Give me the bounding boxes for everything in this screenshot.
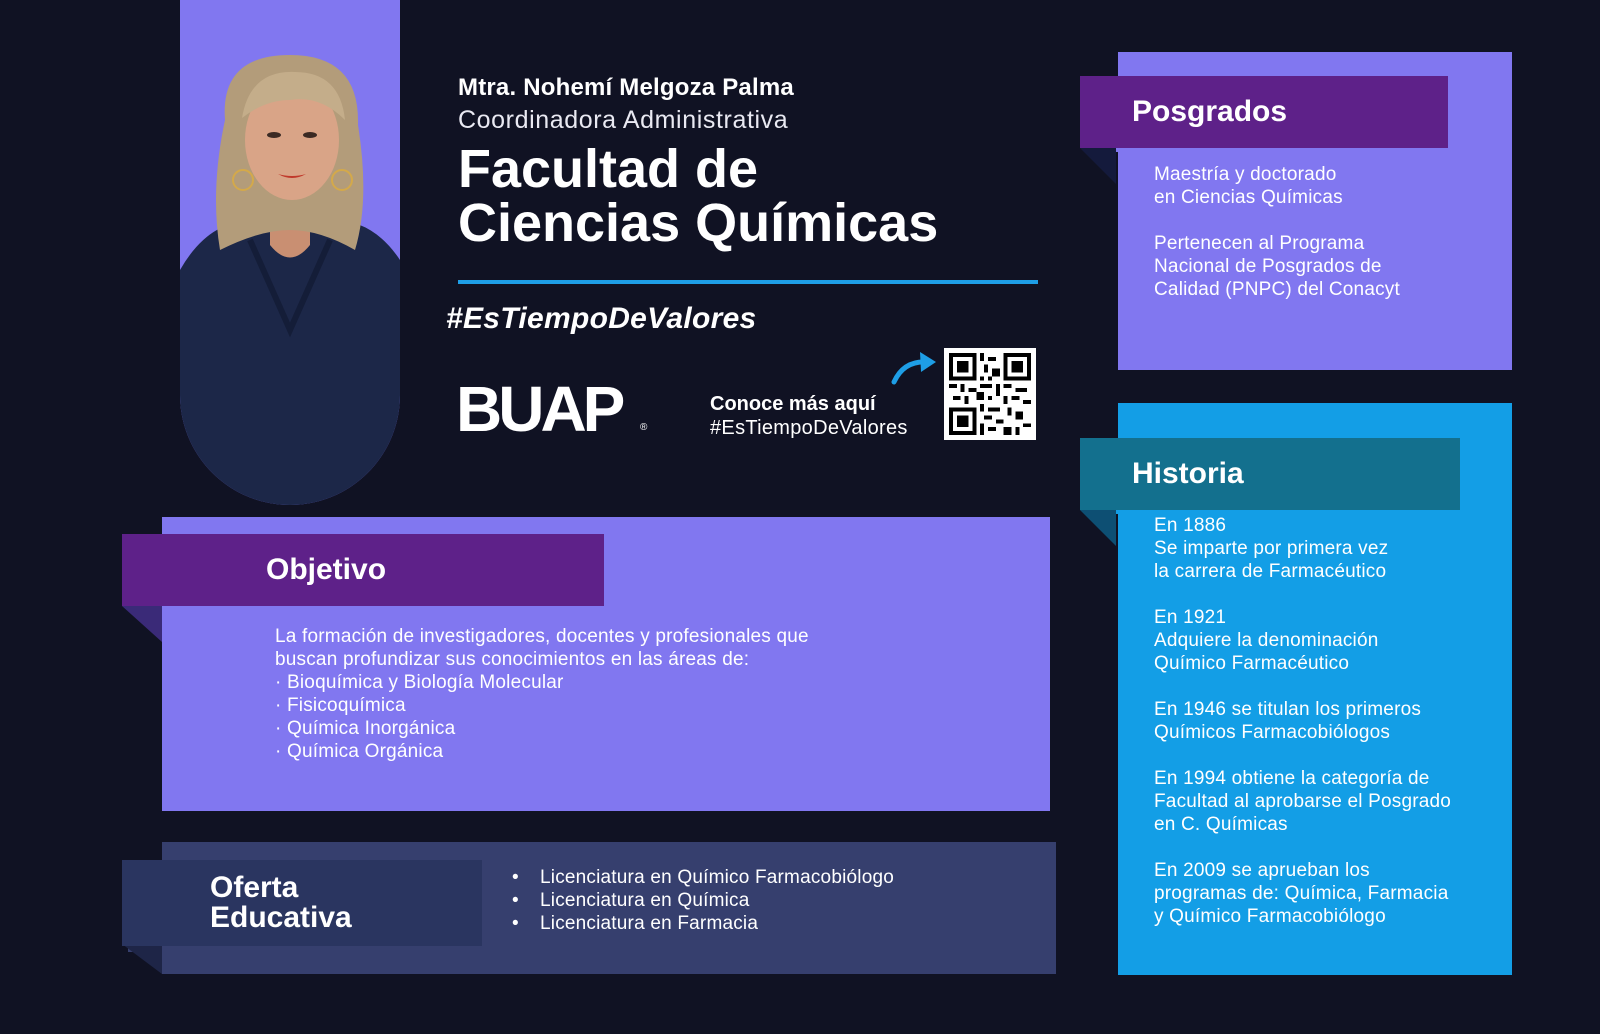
historia-line: En 1946 se titulan los primeros	[1154, 699, 1422, 720]
oferta-title-line1: Oferta	[210, 871, 299, 904]
objetivo-line: La formación de investigadores, docentes y profesionales que	[275, 626, 809, 647]
list-item: • Licenciatura en Químico Farmacobiólogo	[512, 866, 1032, 889]
objetivo-line: · Química Orgánica	[275, 741, 444, 762]
historia-paragraph-4	[1154, 767, 1504, 836]
objetivo-line: buscan profundizar sus conocimientos en las áreas de:	[275, 649, 750, 670]
historia-line: Se imparte por primera vez	[1154, 538, 1389, 559]
oferta-title-line2: Educativa	[210, 901, 352, 934]
faculty-title-line1: Facultad de	[458, 139, 759, 199]
historia-line: En 1886	[1154, 515, 1227, 536]
historia-line: Químicos Farmacobiólogos	[1154, 722, 1391, 743]
historia-paragraph-5	[1154, 859, 1504, 928]
historia-text	[1154, 514, 1504, 928]
oferta-list	[512, 866, 1032, 935]
buap-logo: BUAP	[456, 373, 622, 445]
historia-title: Historia	[1080, 438, 1460, 510]
historia-line: En 1921	[1154, 607, 1227, 628]
historia-paragraph-1	[1154, 514, 1504, 583]
historia-paragraph-3	[1154, 698, 1504, 744]
hashtag-main: #EsTiempoDeValores	[446, 302, 757, 335]
historia-paragraph-2	[1154, 606, 1504, 675]
cta-text[interactable]	[710, 392, 908, 440]
historia-line: En 1994 obtiene la categoría de	[1154, 768, 1430, 789]
person-role: Coordinadora Administrativa	[458, 106, 789, 134]
historia-line: Adquiere la denominación	[1154, 630, 1379, 651]
objetivo-line: · Bioquímica y Biología Molecular	[275, 672, 564, 693]
historia-line: y Químico Farmacobiólogo	[1154, 906, 1386, 927]
historia-line: En 2009 se aprueban los	[1154, 860, 1370, 881]
faculty-title-line2: Ciencias Químicas	[458, 193, 939, 253]
historia-line: programas de: Química, Farmacia	[1154, 883, 1449, 904]
portrait-photo	[180, 0, 400, 505]
qr-code-icon[interactable]	[944, 348, 1036, 440]
posgrados-text	[1154, 163, 1494, 301]
person-name: Mtra. Nohemí Melgoza Palma	[458, 74, 794, 101]
registered-mark: ®	[640, 422, 648, 433]
historia-tab-fold	[1080, 510, 1116, 546]
posgrados-line: Maestría y doctorado	[1154, 164, 1337, 185]
objetivo-text	[275, 625, 975, 763]
posgrados-paragraph-2	[1154, 232, 1494, 301]
posgrados-tab-fold	[1080, 148, 1116, 184]
oferta-tab-fold	[122, 944, 162, 974]
title-divider	[458, 280, 1038, 284]
historia-line: la carrera de Farmacéutico	[1154, 561, 1387, 582]
cta-line2: #EsTiempoDeValores	[710, 417, 908, 439]
posgrados-line: en Ciencias Químicas	[1154, 187, 1343, 208]
posgrados-line: Calidad (PNPC) del Conacyt	[1154, 279, 1400, 300]
posgrados-line: Pertenecen al Programa	[1154, 233, 1365, 254]
posgrados-line: Nacional de Posgrados de	[1154, 256, 1382, 277]
historia-line: Químico Farmacéutico	[1154, 653, 1350, 674]
objetivo-line: · Fisicoquímica	[275, 695, 406, 716]
posgrados-title: Posgrados	[1080, 76, 1448, 148]
cta-line1: Conoce más aquí	[710, 393, 876, 415]
oferta-title	[122, 860, 482, 946]
historia-line: Facultad al aprobarse el Posgrado	[1154, 791, 1452, 812]
objetivo-tab-fold	[122, 606, 162, 642]
curved-arrow-icon	[890, 350, 940, 391]
faculty-title	[458, 139, 1018, 253]
posgrados-paragraph-1	[1154, 163, 1494, 209]
list-item: • Licenciatura en Química	[512, 889, 1032, 912]
objetivo-title: Objetivo	[122, 534, 604, 606]
list-item: • Licenciatura en Farmacia	[512, 912, 1032, 935]
historia-line: en C. Químicas	[1154, 814, 1288, 835]
objetivo-line: · Química Inorgánica	[275, 718, 456, 739]
